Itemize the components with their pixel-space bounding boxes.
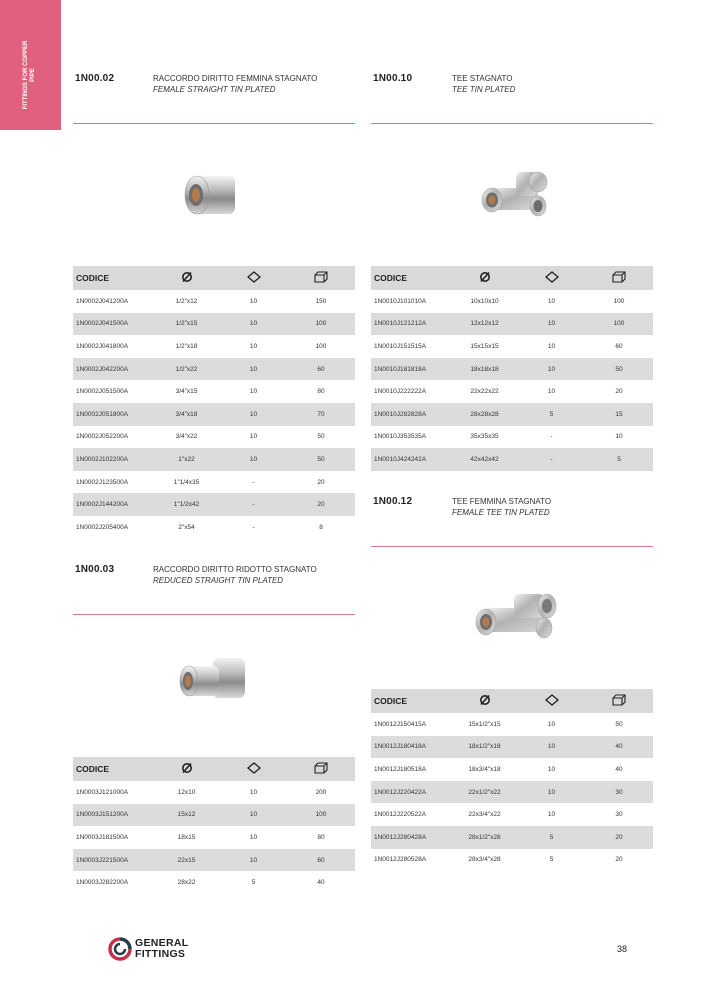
cell-code: 1N0003J151200A [73, 804, 153, 827]
cell-pack: 10 [220, 358, 287, 381]
cell-diameter: 1"x22 [153, 448, 220, 471]
pack-icon [545, 271, 559, 283]
cell-pack: 5 [518, 826, 585, 849]
cell-box: 200 [315, 788, 327, 796]
cell-code: 1N0002J041500A [73, 313, 153, 336]
box-icon [314, 762, 328, 774]
cell-diameter: 1/2"x12 [175, 297, 198, 305]
cell-box: 20 [585, 826, 653, 849]
cell-code: 1N0010J101010A [374, 297, 427, 305]
column-box-header [585, 266, 653, 290]
table-row [371, 403, 653, 426]
table-row [73, 290, 355, 313]
box-icon [612, 694, 626, 706]
product-photo-female-tee [470, 590, 565, 650]
cell-diameter: 22x15 [153, 849, 220, 872]
cell-diameter: 1/2"x15 [153, 313, 220, 336]
cell-box: 5 [585, 448, 653, 471]
cell-pack: 5 [518, 403, 585, 426]
cell-diameter: 1"1/2x42 [153, 493, 220, 516]
cell-code: 1N0002J052200A [76, 433, 129, 441]
table-1N00-02 [73, 266, 355, 539]
cell-pack: 10 [249, 388, 258, 396]
cell-pack: 10 [220, 804, 287, 827]
column-pack-header [518, 689, 585, 713]
cell-code: 1N0003J181500A [76, 833, 129, 841]
cell-code: 1N0012J150415A [374, 720, 427, 728]
description-english: TEE TIN PLATED [452, 85, 516, 94]
column-code-header: CODICE [371, 266, 451, 290]
side-category-label: FITTINGS FOR COPPER PIPE [23, 40, 36, 110]
cell-box: 60 [287, 358, 355, 381]
cell-diameter: 28x1/2"x28 [451, 826, 518, 849]
cell-pack: 10 [249, 433, 258, 441]
section-divider [371, 546, 653, 547]
cell-box: 50 [585, 358, 653, 381]
cell-code: 1N0002J041800A [76, 342, 129, 350]
product-photo-female-straight [165, 168, 255, 228]
description-english: FEMALE STRAIGHT TIN PLATED [153, 85, 276, 94]
cell-pack: - [252, 523, 255, 531]
cell-box: 80 [317, 388, 325, 396]
section-description [452, 496, 551, 518]
table-row [73, 426, 355, 449]
table-row [73, 403, 355, 426]
cell-code: 1N0002J051800A [73, 403, 153, 426]
cell-diameter: 12x10 [177, 788, 196, 796]
cell-box: 40 [585, 736, 653, 759]
cell-pack: 10 [518, 313, 585, 336]
brand-logo-icon [107, 936, 133, 962]
pack-icon [247, 762, 261, 774]
box-icon [314, 271, 328, 283]
cell-pack: 10 [547, 720, 556, 728]
table-row [73, 358, 355, 381]
cell-pack: 10 [249, 833, 258, 841]
description-italian: RACCORDO DIRITTO FEMMINA STAGNATO [153, 74, 318, 83]
table-row [371, 335, 653, 358]
cell-code: 1N0012J280528A [374, 856, 427, 864]
brand-line-1: GENERAL [135, 937, 189, 949]
diameter-icon [479, 694, 491, 706]
cell-box: 20 [287, 493, 355, 516]
table-row [371, 758, 653, 781]
cell-box: 15 [585, 403, 653, 426]
table-row [371, 380, 653, 403]
cell-box: 30 [585, 781, 653, 804]
table-row [73, 781, 355, 804]
table-row [371, 290, 653, 313]
cell-diameter: 3/4"x18 [153, 403, 220, 426]
table-row [371, 713, 653, 736]
cell-box: 10 [615, 433, 623, 441]
table-row [371, 358, 653, 381]
table-1N00-10 [371, 266, 653, 471]
cell-box: 8 [319, 523, 323, 531]
cell-pack: 10 [518, 358, 585, 381]
table-row [371, 826, 653, 849]
description-english: REDUCED STRAIGHT TIN PLATED [153, 576, 284, 585]
column-box-header [287, 757, 355, 781]
column-pack-header [220, 757, 287, 781]
cell-pack: 10 [547, 765, 556, 773]
cell-diameter: 42x42x42 [451, 448, 518, 471]
table-1N00-12 [371, 689, 653, 871]
cell-diameter: 10x10x10 [470, 297, 499, 305]
cell-diameter: 1/2"x18 [175, 342, 198, 350]
cell-diameter: 3/4"x15 [175, 388, 198, 396]
table-row [73, 448, 355, 471]
section-description [153, 564, 317, 586]
cell-box: 80 [317, 833, 325, 841]
cell-pack: - [220, 493, 287, 516]
cell-code: 1N0012J280428A [371, 826, 451, 849]
section-code: 1N00.12 [373, 496, 413, 507]
cell-code: 1N0010J222222A [374, 388, 427, 396]
cell-code: 1N0002J041200A [76, 297, 129, 305]
table-row [371, 426, 653, 449]
cell-pack: 10 [220, 849, 287, 872]
table-1N00-03 [73, 757, 355, 894]
cell-diameter: 18x3/4"x18 [468, 765, 501, 773]
cell-box: 30 [615, 811, 623, 819]
section-divider [371, 123, 653, 124]
column-pack-header [518, 266, 585, 290]
section-description [153, 73, 317, 95]
cell-code: 1N0010J353535A [374, 433, 427, 441]
cell-box: 100 [287, 313, 355, 336]
cell-diameter: 22x22x22 [470, 388, 499, 396]
description-italian: RACCORDO DIRITTO RIDOTTO STAGNATO [153, 565, 317, 574]
pack-icon [247, 271, 261, 283]
diameter-icon [479, 271, 491, 283]
table-row [371, 313, 653, 336]
table-row [73, 335, 355, 358]
cell-box: 50 [317, 433, 325, 441]
table-row [73, 849, 355, 872]
cell-diameter: 12x12x12 [451, 313, 518, 336]
column-code-header: CODICE [73, 757, 153, 781]
cell-diameter: 2"x54 [178, 523, 195, 531]
cell-box: 100 [585, 313, 653, 336]
cell-box: 60 [615, 342, 623, 350]
product-photo-tee [472, 168, 557, 228]
cell-pack: 10 [220, 313, 287, 336]
table-row [73, 380, 355, 403]
table-row [73, 313, 355, 336]
cell-diameter: 18x15 [177, 833, 196, 841]
cell-pack: - [252, 478, 255, 486]
cell-code: 1N0002J205400A [76, 523, 129, 531]
cell-diameter: 22x1/2"x22 [451, 781, 518, 804]
column-diameter-header [153, 266, 220, 290]
cell-box: 100 [287, 804, 355, 827]
diameter-icon [181, 762, 193, 774]
table-row [371, 448, 653, 471]
cell-pack: 10 [518, 781, 585, 804]
cell-diameter: 15x1/2"x15 [468, 720, 501, 728]
cell-diameter: 18x1/2"x18 [451, 736, 518, 759]
column-code-header: CODICE [371, 689, 451, 713]
section-description [452, 73, 515, 95]
cell-pack: 10 [547, 811, 556, 819]
cell-box: 50 [287, 448, 355, 471]
cell-box: 70 [287, 403, 355, 426]
column-diameter-header [451, 266, 518, 290]
cell-code: 1N0002J051500A [76, 388, 129, 396]
column-box-header [287, 266, 355, 290]
cell-pack: - [550, 433, 553, 441]
cell-code: 1N0003J121000A [76, 788, 129, 796]
cell-box: 100 [315, 342, 327, 350]
cell-box: 150 [315, 297, 327, 305]
column-diameter-header [153, 757, 220, 781]
cell-code: 1N0002J042200A [73, 358, 153, 381]
cell-pack: 10 [518, 736, 585, 759]
section-code: 1N00.03 [75, 564, 115, 575]
cell-pack: - [518, 448, 585, 471]
cell-box: 20 [615, 856, 623, 864]
cell-box: 50 [615, 720, 623, 728]
cell-code: 1N0012J220522A [374, 811, 427, 819]
cell-diameter: 28x28x28 [451, 403, 518, 426]
table-row [73, 471, 355, 494]
table-row [371, 736, 653, 759]
cell-pack: 10 [249, 788, 258, 796]
cell-box: 40 [615, 765, 623, 773]
cell-code: 1N0002J123500A [76, 478, 129, 486]
cell-diameter: 22x3/4"x22 [468, 811, 501, 819]
column-diameter-header [451, 689, 518, 713]
cell-diameter: 15x12 [153, 804, 220, 827]
section-code: 1N00.10 [373, 73, 413, 84]
cell-pack: 10 [249, 342, 258, 350]
cell-code: 1N0010J121212A [371, 313, 451, 336]
section-divider [73, 123, 355, 124]
brand-logo [107, 936, 217, 964]
brand-name [135, 938, 188, 960]
cell-code: 1N0003J221500A [73, 849, 153, 872]
cell-box: 20 [317, 478, 325, 486]
cell-code: 1N0010J181818A [371, 358, 451, 381]
cell-pack: 10 [547, 342, 556, 350]
page-number: 38 [617, 944, 628, 954]
section-divider [73, 614, 355, 615]
side-category-tab [0, 0, 61, 130]
description-italian: TEE FEMMINA STAGNATO [452, 497, 552, 506]
cell-box: 100 [613, 297, 625, 305]
table-row [371, 849, 653, 872]
column-box-header [585, 689, 653, 713]
section-code: 1N00.02 [75, 73, 115, 84]
cell-code: 1N0010J424242A [371, 448, 451, 471]
cell-pack: 10 [547, 388, 556, 396]
box-icon [612, 271, 626, 283]
cell-pack: 5 [251, 879, 256, 887]
cell-diameter: 1/2"x22 [153, 358, 220, 381]
cell-box: 40 [317, 879, 325, 887]
product-photo-reduced-straight [165, 652, 260, 710]
diameter-icon [181, 271, 193, 283]
cell-pack: 10 [547, 297, 556, 305]
cell-code: 1N0002J102200A [73, 448, 153, 471]
cell-code: 1N0012J220422A [371, 781, 451, 804]
cell-code: 1N0002J144200A [73, 493, 153, 516]
cell-pack: 10 [249, 297, 258, 305]
cell-box: 60 [287, 849, 355, 872]
description-english: FEMALE TEE TIN PLATED [452, 508, 550, 517]
cell-diameter: 3/4"x22 [175, 433, 198, 441]
brand-line-2: FITTINGS [135, 948, 186, 960]
table-row [73, 516, 355, 539]
cell-diameter: 15x15x15 [470, 342, 499, 350]
cell-pack: 10 [220, 403, 287, 426]
description-italian: TEE STAGNATO [452, 74, 513, 83]
cell-code: 1N0012J180418A [371, 736, 451, 759]
column-pack-header [220, 266, 287, 290]
table-row [371, 781, 653, 804]
cell-pack: 5 [549, 856, 554, 864]
cell-diameter: 18x18x18 [451, 358, 518, 381]
cell-code: 1N0003J282200A [76, 879, 129, 887]
cell-diameter: 1"1/4x35 [173, 478, 200, 486]
table-row [73, 871, 355, 894]
cell-pack: 10 [220, 448, 287, 471]
pack-icon [545, 694, 559, 706]
table-row [73, 804, 355, 827]
cell-box: 20 [615, 388, 623, 396]
cell-code: 1N0010J282828A [371, 403, 451, 426]
cell-code: 1N0012J180518A [374, 765, 427, 773]
column-code-header: CODICE [73, 266, 153, 290]
cell-diameter: 35x35x35 [470, 433, 499, 441]
table-row [73, 826, 355, 849]
cell-code: 1N0010J151515A [374, 342, 427, 350]
table-row [73, 493, 355, 516]
table-row [371, 803, 653, 826]
cell-diameter: 28x3/4"x28 [468, 856, 501, 864]
cell-diameter: 28x22 [177, 879, 196, 887]
